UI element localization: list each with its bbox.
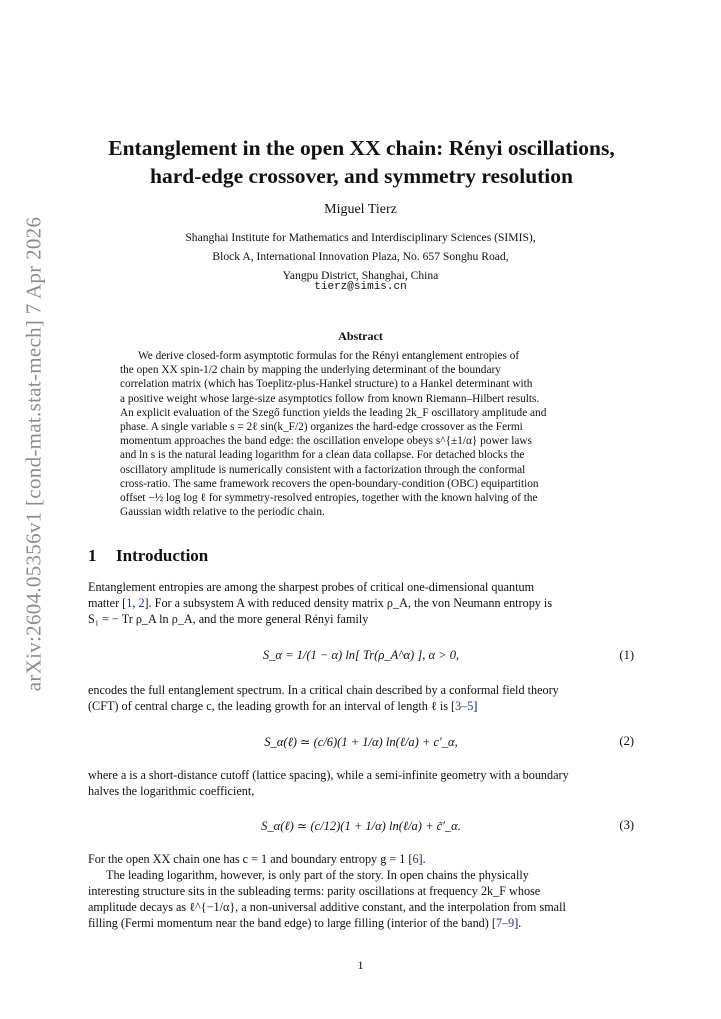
section-title: Introduction [116, 546, 209, 565]
paragraph-subleading [88, 867, 634, 931]
citation-link[interactable]: 1 [126, 596, 133, 610]
text-line: matter [1, 2]. For a subsystem A with reduced density matrix ρ_A, the von Neumann entropy is [88, 596, 553, 610]
arxiv-sidebar [20, 216, 48, 692]
abstract-line: correlation matrix (which has Toeplitz-plus-Hankel structure) to a Hankel determinant with [120, 378, 533, 391]
paragraph-boundary [88, 767, 634, 799]
page-number: 1 [357, 958, 364, 972]
equation-number: (3) [619, 818, 634, 832]
abstract-line: the open XX spin-1/2 chain by mapping the underlying determinant of the boundary [120, 364, 501, 377]
equation-body: S_α(ℓ) ≃ (c/6)(1 + 1/α) ln(ℓ/a) + c′_α, [264, 735, 458, 749]
title-line-2: hard-edge crossover, and symmetry resolution [149, 164, 573, 188]
text-line: S₁ = − Tr ρ_A ln ρ_A, and the more general Rényi family [88, 612, 369, 626]
abstract-line: and ln s is the natural leading logarithm for a clean data collapse. For detached blocks the [120, 449, 525, 462]
paragraph-cft [88, 682, 634, 714]
text-line: The leading logarithm, however, is only part of the story. In open chains the physically [106, 868, 529, 882]
paragraph-intro [88, 579, 634, 627]
text-line: filling (Fermi momentum near the band edge) to large filling (interior of the band) [7–9]. [88, 916, 522, 930]
equation-body: S_α(ℓ) ≃ (c/12)(1 + 1/α) ln(ℓ/a) + c̃′_α. [261, 819, 461, 833]
text-line: halves the logarithmic coefficient, [88, 784, 255, 798]
citation-link[interactable]: 2 [138, 596, 145, 610]
abstract-heading: Abstract [338, 329, 383, 343]
abstract-line: We derive closed-form asymptotic formulas for the Rényi entanglement entropies of [138, 350, 520, 362]
paragraph-xx-chain [88, 851, 634, 867]
author-name: Miguel Tierz [324, 202, 397, 217]
text-line: amplitude decays as ℓ^{−1/α}, a non-universal additive constant, and the interpolation from small [88, 900, 566, 914]
equation-3 [88, 818, 634, 848]
paper-title [60, 134, 663, 190]
text-line: (CFT) of central charge c, the leading growth for an interval of length ℓ is [3–5] [88, 699, 478, 713]
equation-1 [88, 648, 634, 678]
title-line-1: Entanglement in the open XX chain: Rényi oscillations, [108, 136, 615, 160]
text-line: Entanglement entropies are among the sharpest probes of critical one-dimensional quantum [88, 580, 535, 594]
abstract-line: An explicit evaluation of the Szegő function yields the leading 2k_F oscillatory amplitude and [120, 406, 547, 419]
affiliation-line-2: Block A, International Innovation Plaza, No. 657 Songhu Road, [212, 250, 509, 263]
affiliation [0, 228, 721, 285]
equation-number: (2) [619, 734, 634, 748]
abstract-line: oscillatory amplitude is numerically consistent with a factorization through the conformal [120, 463, 526, 476]
arxiv-identifier: arXiv:2604.05356v1 [cond-mat.stat-mech] 7 Apr 2026 [21, 216, 46, 692]
abstract-line: a positive weight whose large-size asymptotics follow from known Riemann–Hilbert results. [120, 392, 540, 405]
equation-2 [88, 734, 634, 764]
abstract-line: momentum approaches the band edge: the oscillation envelope obeys s^{±1/α} power laws [120, 435, 532, 448]
abstract-line: Gaussian width relative to the periodic chain. [120, 506, 325, 519]
affiliation-line-1: Shanghai Institute for Mathematics and Interdisciplinary Sciences (SIMIS), [185, 231, 536, 244]
text-line: encodes the full entanglement spectrum. In a critical chain described by a conformal field theory [88, 683, 559, 697]
abstract-line: phase. A single variable s = 2ℓ sin(k_F/2) organizes the hard-edge crossover as the Fermi [120, 421, 523, 434]
citation-link[interactable]: 3–5 [455, 699, 474, 713]
abstract-line: cross-ratio. The same framework recovers the open-boundary-condition (OBC) equipartition [120, 477, 539, 490]
affiliation-line-3: Yangpu District, Shanghai, China [282, 269, 439, 282]
section-number: 1 [88, 546, 97, 565]
citation-link[interactable]: 6 [412, 852, 419, 866]
text-line: For the open XX chain one has c = 1 and boundary entropy g = 1 [6]. [88, 852, 426, 866]
section-heading [88, 546, 208, 566]
citation-link[interactable]: 7–9 [495, 916, 515, 930]
text-line: where a is a short-distance cutoff (lattice spacing), while a semi-infinite geometry with a boundary [88, 768, 569, 782]
abstract-line: offset −½ log log ℓ for symmetry-resolved entropies, together with the known halving of the [120, 492, 538, 505]
text-line: interesting structure sits in the subleading terms: parity oscillations at frequency 2k_F whose [88, 884, 541, 898]
equation-body: S_α = 1/(1 − α) ln[ Tr(ρ_A^α) ], α > 0, [262, 648, 460, 662]
author-email: tierz@simis.cn [314, 281, 407, 293]
equation-number: (1) [619, 648, 634, 662]
abstract-body [120, 349, 601, 519]
